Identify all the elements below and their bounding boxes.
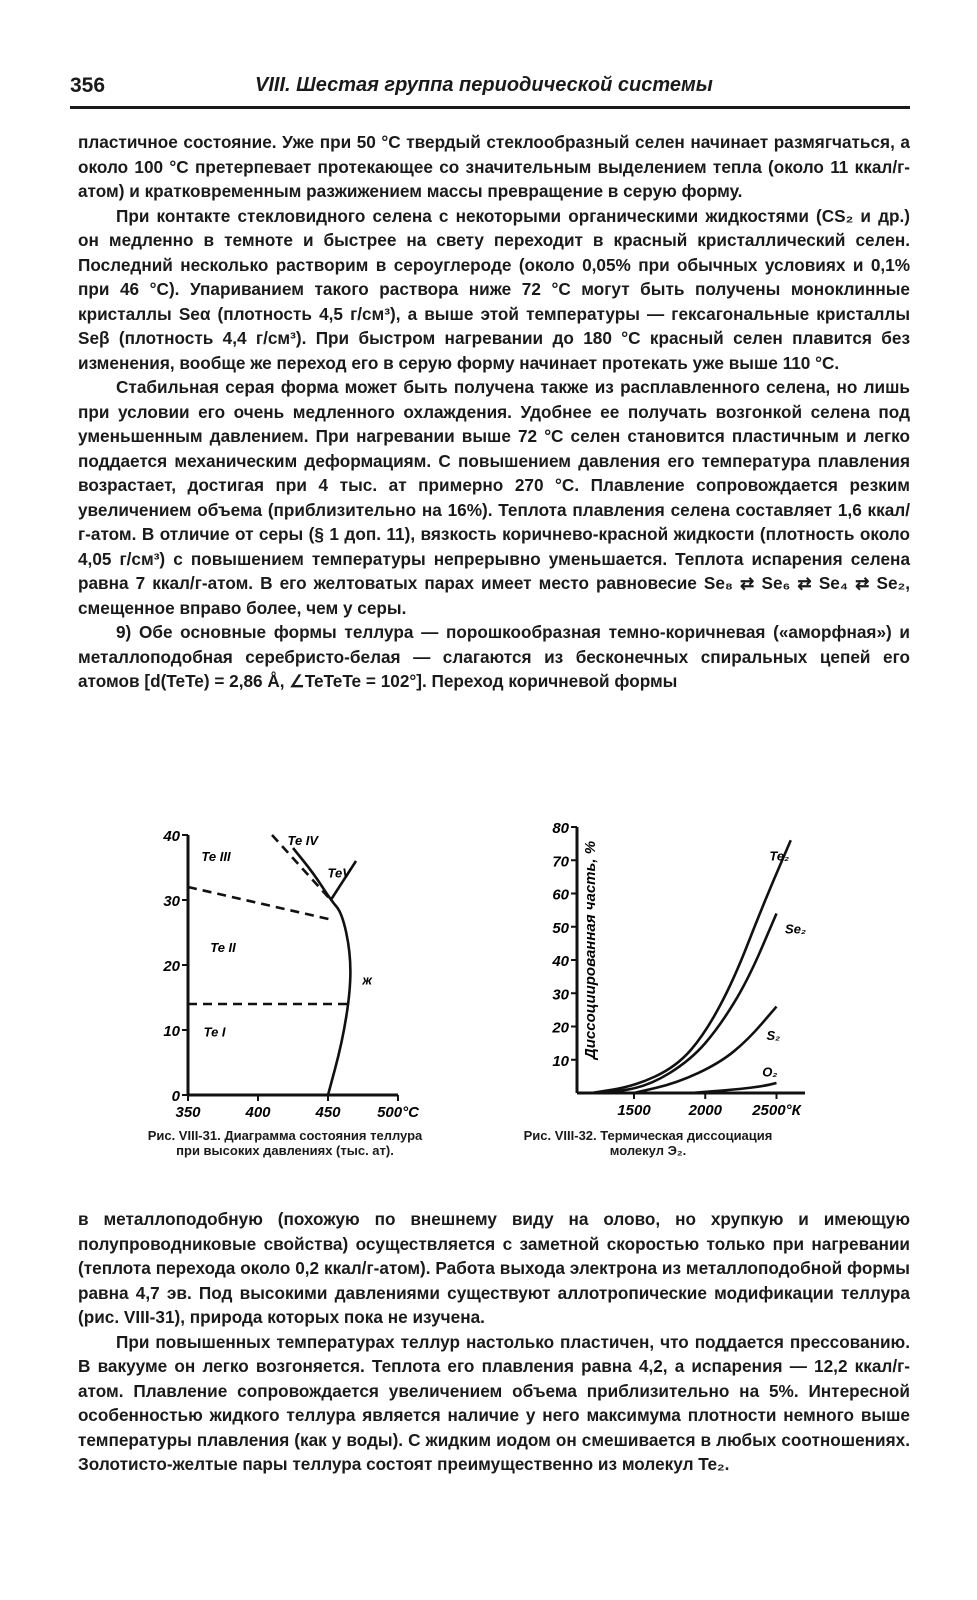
- figure-32-dissociation-chart: [505, 815, 835, 1175]
- curve-label: O₂: [762, 1064, 778, 1080]
- y-tick-label: 10: [163, 1023, 180, 1040]
- y-tick-label: 0: [171, 1088, 180, 1105]
- region-label: ж: [362, 972, 372, 988]
- paragraph: При повышенных температурах теллур настолько пластичен, что поддается прессованию. В вакууме он легко возгоняется. Теплота его плавления равна 4,2, а испарения — 12,2 ккал/г-атом. Плавление сопровождается увеличением объема приблизительно на 5%. Интересной особенностью жидкого теллура является наличие у него максимума плотности немного выше температуры плавления (как у воды). С жидким иодом он смешивается в любых соотношениях. Золотисто-желтые пары теллура состоят преимущественно из молекул Te₂.: [78, 1331, 910, 1474]
- y-tick-label: 20: [552, 1019, 569, 1037]
- x-tick-label: 450: [315, 1104, 341, 1121]
- region-label: TeV: [327, 865, 351, 881]
- axes: [182, 832, 398, 1101]
- curve-1: [591, 840, 791, 1093]
- x-tick-label: 500°C: [377, 1104, 419, 1121]
- region-label: Te I: [203, 1024, 226, 1040]
- curve-label: Se₂: [785, 921, 806, 937]
- figure-31-phase-diagram: [130, 820, 430, 1180]
- paragraph: пластичное состояние. Уже при 50 °C твердый стеклообразный селен начинает размягчаться, а около 100 °C претерпевает протекающее со значительным выделением тепла (около 11 ккал/г-атом) и кратковременным разжижением массы превращение в серую форму.: [78, 132, 910, 201]
- x-tick-label: 400: [245, 1104, 271, 1121]
- running-head: VIII. Шестая группа периодической системы: [255, 74, 713, 96]
- x-tick-label: 2000: [688, 1102, 722, 1119]
- figure-32-caption: Рис. VIII-32. Термическая диссоциация молекул Э₂.: [523, 1128, 773, 1158]
- region-label: Te IV: [287, 832, 319, 848]
- region-label: Te II: [210, 940, 236, 955]
- y-axis-label: Диссоциированная часть, %: [582, 840, 599, 1060]
- y-tick-label: 40: [163, 828, 180, 845]
- curve-label: S₂: [766, 1027, 781, 1043]
- curve-label: Te₂: [769, 848, 790, 864]
- figure-31-caption: Рис. VIII-31. Диаграмма состояния теллура при высоких давлениях (тыс. ат).: [147, 1128, 423, 1158]
- paragraph: 9) Обе основные формы теллура — порошкообразная темно-коричневая («аморфная») и металлоподобная серебристо-белая — слагаются из бесконечных спиральных цепей его атомов [d(TeTe) = 2,86 Å, ∠TeTeTe = 102°]. Переход коричневой формы: [78, 622, 910, 691]
- phase-boundary-line: [188, 887, 331, 920]
- y-tick-label: 20: [163, 958, 180, 975]
- axes: [571, 827, 805, 1099]
- page-number: 356: [70, 74, 106, 97]
- paragraph: Стабильная серая форма может быть получена также из расплавленного селена, но лишь при условии его очень медленного охлаждения. Удобнее ее получать возгонкой селена под уменьшенным давлением. При нагревании выше 72 °C селен становится пластичным и легко поддается механическим деформациям. С повышением давления его температура плавления возрастает, достигая при 4 тыс. ат примерно 270 °C. Плавление сопровождается резким увеличением объема (приблизительно на 16%). Теплота плавления селена составляет 1,6 ккал/г-атом. В отличие от серы (§ 1 доп. 11), вязкость коричнево-красной жидкости (плотность около 4,05 г/см³) с повышением температуры непрерывно уменьшается. Теплота испарения селена равна 7 ккал/г-атом. В его желтоватых парах имеет место равновесие Se₈ ⇄ Se₆ ⇄ Se₄ ⇄ Se₂, смещенное вправо более, чем у серы.: [78, 377, 910, 618]
- paragraph: в металлоподобную (похожую по внешнему виду на олово, но хрупкую и имеющую полупроводниковые свойства) осуществляется с заметной скоростью только при нагревании (теплота перехода около 0,2 ккал/г-атом). Работа выхода электрона из металлоподобной формы равна 4,7 эв. Под высокими давлениями существуют аллотропические модификации теллура (рис. VIII-31), природа которых пока не изучена.: [78, 1209, 910, 1327]
- curve-2: [606, 913, 777, 1093]
- y-tick-label: 70: [552, 853, 569, 871]
- x-tick-label: 2500°К: [752, 1102, 801, 1119]
- y-tick-label: 60: [552, 886, 569, 904]
- x-tick-label: 350: [175, 1104, 201, 1121]
- y-tick-label: 10: [552, 1052, 569, 1070]
- body-text-bottom: [78, 1207, 910, 1477]
- labels: [551, 820, 806, 1119]
- x-tick-label: 1500: [617, 1102, 651, 1119]
- y-tick-label: 50: [552, 919, 569, 937]
- paragraph: При контакте стекловидного селена с некоторыми органическими жидкостями (CS₂ и др.) он медленно в темноте и быстрее на свету переходит в красный кристаллический селен. Последний несколько растворим в сероуглероде (около 0,05% при обычных условиях и 0,1% при 46 °C). Упариванием такого раствора ниже 72 °C могут быть получены моноклинные кристаллы Seα (плотность 4,5 г/см³), а выше этой температуры — гексагональные кристаллы Seβ (плотность 4,4 г/см³). При быстром нагревании до 180 °C красный селен плавится без изменения, вообще же переход его в серую форму начинает протекать уже выше 110 °C.: [78, 205, 910, 373]
- page-header: [70, 72, 910, 109]
- y-tick-label: 30: [163, 893, 180, 910]
- y-tick-label: 80: [552, 820, 569, 837]
- y-tick-label: 30: [552, 986, 569, 1004]
- labels: [162, 828, 420, 1121]
- curves: [591, 840, 791, 1093]
- y-tick-label: 40: [552, 953, 569, 970]
- region-label: Te III: [201, 849, 231, 864]
- body-text-top: [78, 130, 910, 694]
